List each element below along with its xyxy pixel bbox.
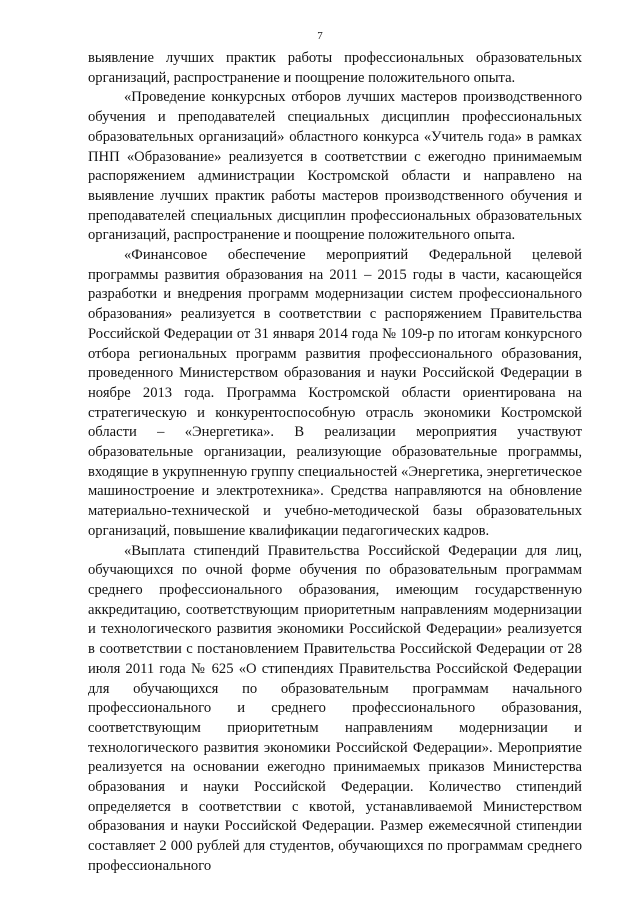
paragraph: выявление лучших практик работы профессиональных образовательных организаций, распространение и поощрение положительного опыта. <box>88 50 582 86</box>
paragraph: «Выплата стипендий Правительства Российской Федерации для лиц, обучающихся по очной форме обучения по образовательным программам среднего профессионального образования, имеющим государственную аккредитацию, соответствующим приоритетным направлениям модернизации и технологического развития экономики Российской Федерации» реализуется в соответствии с постановлением Правительства Российской Федерации от 28 июля 2011 года № 625 «О стипендиях Правительства Российской Федерации для обучающихся по образовательным программам начального профессионального и среднего профессионального образования, соответствующим приоритетным направлениям модернизации и технологического развития экономики Российской Федерации». Мероприятие реализуется на основании ежегодно принимаемых приказов Министерства образования и науки Российской Федерации. Количество стипендий определяется в соответствии с квотой, устанавливаемой Министерством образования и науки Российской Федерации. Размер ежемесячной стипендии составляет 2 000 рублей для студентов, обучающихся по программам среднего профессионального <box>88 542 582 874</box>
body-text <box>88 49 582 877</box>
paragraph: «Проведение конкурсных отборов лучших мастеров производственного обучения и преподавателей специальных дисциплин профессиональных образовательных организаций» областного конкурса «Учитель года» в рамках ПНП «Образование» реализуется в соответствии с ежегодно принимаемым распоряжением администрации Костромской области и направлено на выявление лучших практик работы мастеров производственного обучения и преподавателей специальных дисциплин профессиональных образовательных организаций, распространение и поощрение положительного опыта. <box>88 89 582 244</box>
page-number: 7 <box>317 30 323 42</box>
paragraph: «Финансовое обеспечение мероприятий Федеральной целевой программы развития образования на 2011 – 2015 годы в части, касающейся разработки и внедрения программ модернизации систем профессионального образования» реализуется в соответствии с распоряжением Правительства Российской Федерации от 31 января 2014 года № 109-р по итогам конкурсного отбора региональных программ развития профессионального образования, проведенного Министерством образования и науки Российской Федерации в ноябре 2013 года. Программа Костромской области ориентирована на стратегическую и конкурентоспособную отрасль экономики Костромской области – «Энергетика». В реализации мероприятия участвуют образовательные организации, реализующие образовательные программы, входящие в укрупненную группу специальностей «Энергетика, энергетическое машиностроение и электротехника». Средства направляются на обновление материально-технической и учебно-методической базы образовательных организаций, повышение квалификации педагогических кадров. <box>88 247 582 539</box>
